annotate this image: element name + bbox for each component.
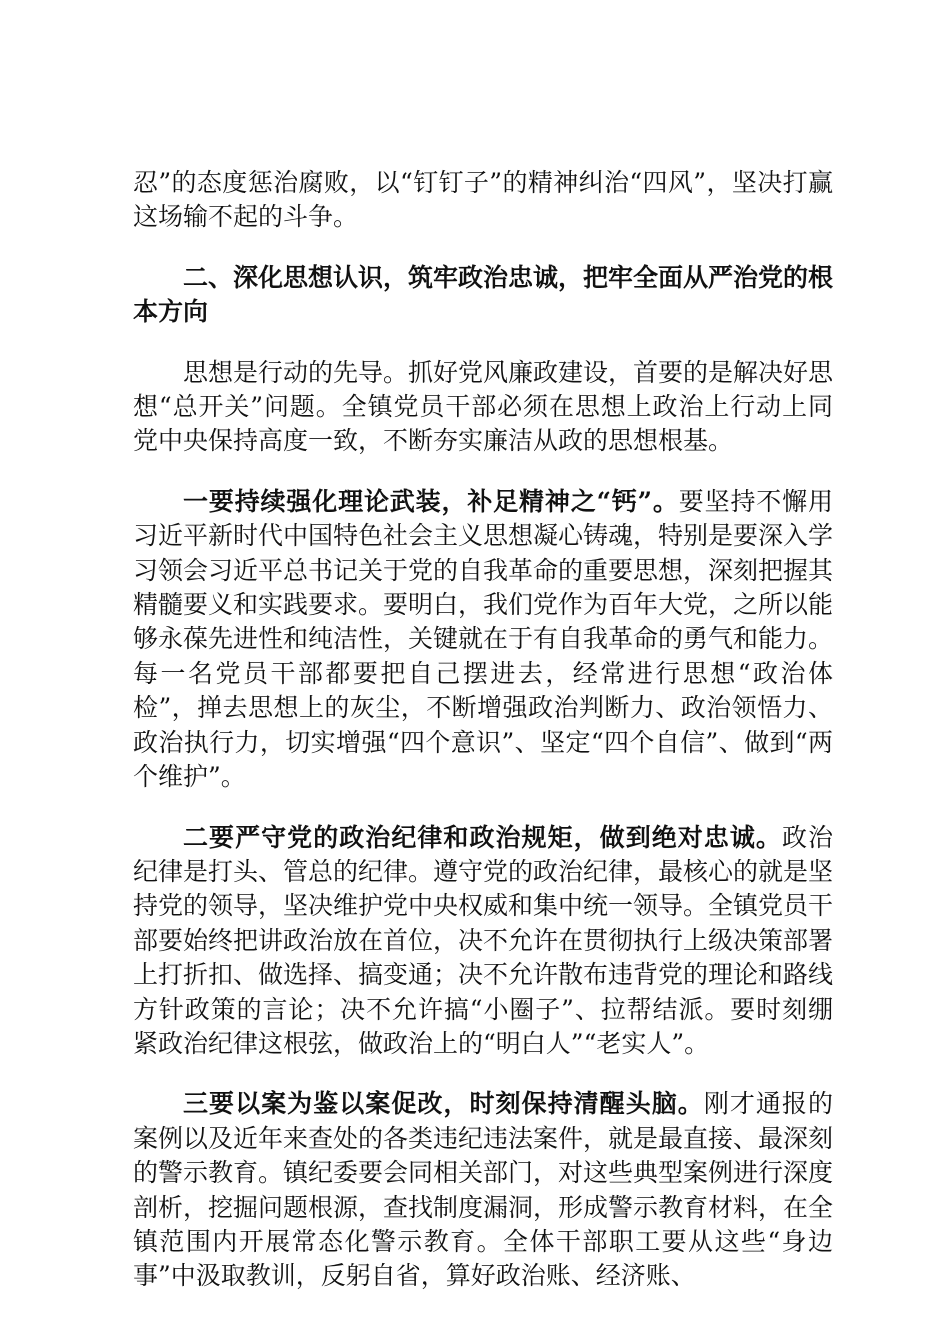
point-2-text: 政治纪律是打头、管总的纪律。遵守党的政治纪律，最核心的就是坚持党的领导，坚决维护党中央权威和集中统一领导。全镇党员干部要始终把讲政治放在首位，决不允许在贯彻执行上级决策部署上打折扣、做选择、搞变通；决不允许散布违背党的理论和路线方针政策的言论；决不允许搞“小圈子”、拉帮结派。要时刻绷紧政治纪律这根弦，做政治上的“明白人”“老实人”。 bbox=[133, 822, 834, 1058]
point-3-text: 刚才通报的案例以及近年来查处的各类违纪违法案件，就是最直接、最深刻的警示教育。镇纪委要会同相关部门，对这些典型案例进行深度剖析，挖掘问题根源，查找制度漏洞，形成警示教育材料，在全镇范围内开展常态化警示教育。全体干部职工要从这些“身边事”中汲取教训，反躬自省，算好政治账、经济账、 bbox=[133, 1089, 834, 1291]
point-2-lead: 二要严守党的政治纪律和政治规矩，做到绝对忠诚。 bbox=[183, 822, 782, 852]
paragraph-continuation: 忍”的态度惩治腐败，以“钉钉子”的精神纠治“四风”，坚决打赢这场输不起的斗争。 bbox=[133, 168, 833, 232]
paragraph-point-1 bbox=[133, 485, 833, 795]
point-1-lead: 一要持续强化理论武装，补足精神之“钙”。 bbox=[183, 486, 679, 516]
paragraph-intro: 思想是行动的先导。抓好党风廉政建设，首要的是解决好思想“总开关”问题。全镇党员干部必须在思想上政治上行动上同党中央保持高度一致，不断夯实廉洁从政的思想根基。 bbox=[133, 357, 834, 456]
section-heading: 二、深化思想认识，筑牢政治忠诚，把牢全面从严治党的根本方向 bbox=[133, 262, 834, 327]
paragraph-point-3 bbox=[133, 1087, 833, 1293]
paragraph-point-2 bbox=[133, 821, 833, 1062]
document-body bbox=[133, 166, 833, 1320]
point-3-lead: 三要以案为鉴以案促改，时刻保持清醒头脑。 bbox=[183, 1089, 704, 1119]
point-1-text: 要坚持不懈用习近平新时代中国特色社会主义思想凝心铸魂，特别是要深入学习领会习近平总书记关于党的自我革命的重要思想，深刻把握其精髓要义和实践要求。要明白，我们党作为百年大党，之所以能够永葆先进性和纯洁性，关键就在于有自我革命的勇气和能力。每一名党员干部都要把自己摆进去，经常进行思想“政治体检”，掸去思想上的灰尘，不断增强政治判断力、政治领悟力、政治执行力，切实增强“四个意识”、坚定“四个自信”、做到“两个维护”。 bbox=[133, 486, 834, 792]
